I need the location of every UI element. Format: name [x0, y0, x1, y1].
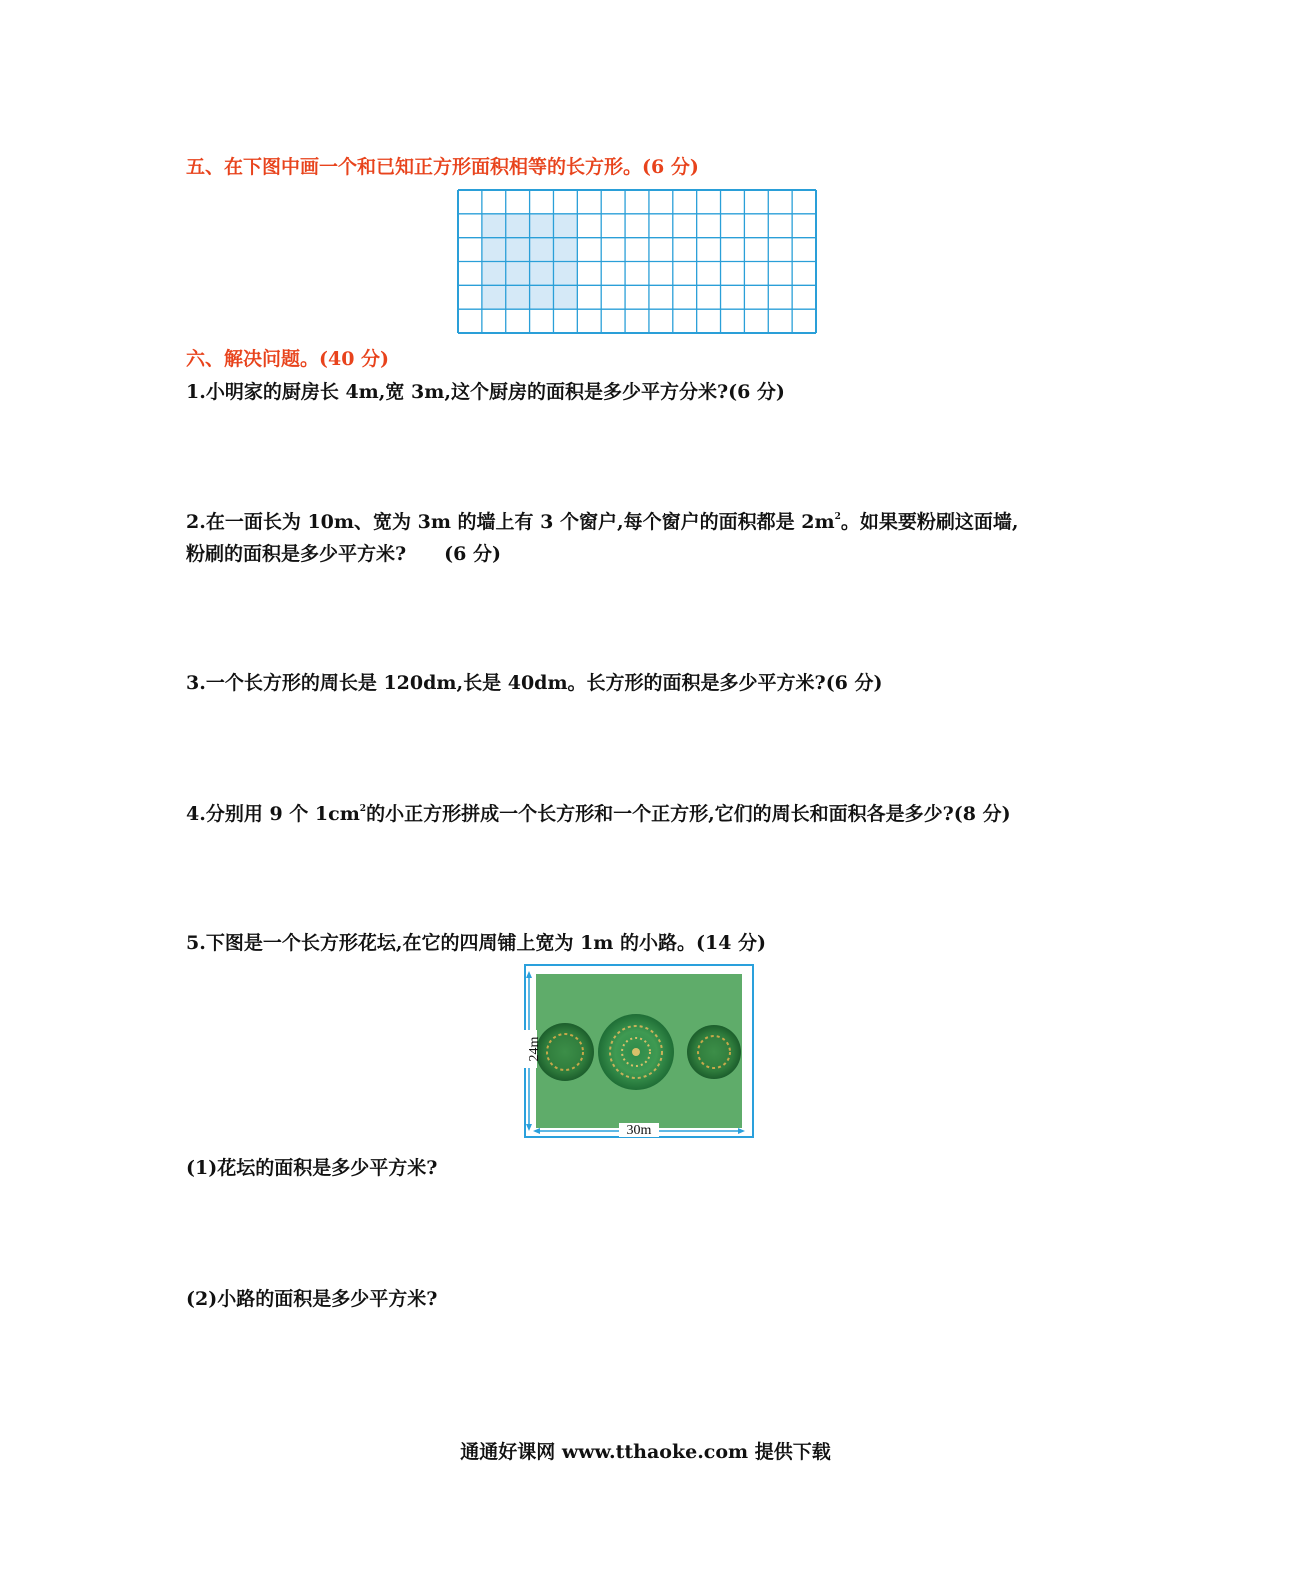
question-4-text-b: 的小正方形拼成一个长方形和一个正方形,它们的周长和面积各是多少?(8 分) [366, 803, 1011, 825]
question-2-text-a: 2.在一面长为 10m、宽为 3m 的墙上有 3 个窗户,每个窗户的面积都是 2m [186, 511, 835, 533]
question-2-line-2: 粉刷的面积是多少平方米? (6 分) [186, 543, 501, 565]
question-4-superscript: 2 [359, 804, 367, 814]
question-4-text-a: 4.分别用 9 个 1cm [186, 803, 360, 825]
right-bush [687, 1025, 741, 1079]
garden-svg [524, 964, 754, 1138]
question-2-superscript: 2 [834, 512, 841, 522]
width-label: 30m [626, 1123, 652, 1138]
grid-svg [457, 189, 817, 334]
section-6-heading: 六、解决问题。(40 分) [186, 348, 390, 370]
center-bush-core [632, 1048, 640, 1056]
height-label: 24m [527, 1036, 543, 1062]
section-5-heading: 五、在下图中画一个和已知正方形面积相等的长方形。(6 分) [186, 156, 699, 178]
question-2-line-1 [186, 513, 1018, 532]
question-5-sub-1: (1)花坛的面积是多少平方米? [186, 1157, 438, 1179]
question-4 [186, 805, 1011, 824]
question-1: 1.小明家的厨房长 4m,宽 3m,这个厨房的面积是多少平方分米?(6 分) [186, 381, 785, 403]
question-2-text-b: 。如果要粉刷这面墙, [840, 511, 1019, 533]
page-footer: 通通好课网 www.tthaoke.com 提供下载 [460, 1441, 831, 1463]
garden-figure [524, 964, 754, 1138]
question-3: 3.一个长方形的周长是 120dm,长是 40dm。长方形的面积是多少平方米?(6 分) [186, 672, 883, 694]
question-5: 5.下图是一个长方形花坛,在它的四周铺上宽为 1m 的小路。(14 分) [186, 932, 767, 954]
question-5-sub-2: (2)小路的面积是多少平方米? [186, 1288, 438, 1310]
area-grid [457, 189, 817, 334]
left-bush [536, 1023, 594, 1081]
